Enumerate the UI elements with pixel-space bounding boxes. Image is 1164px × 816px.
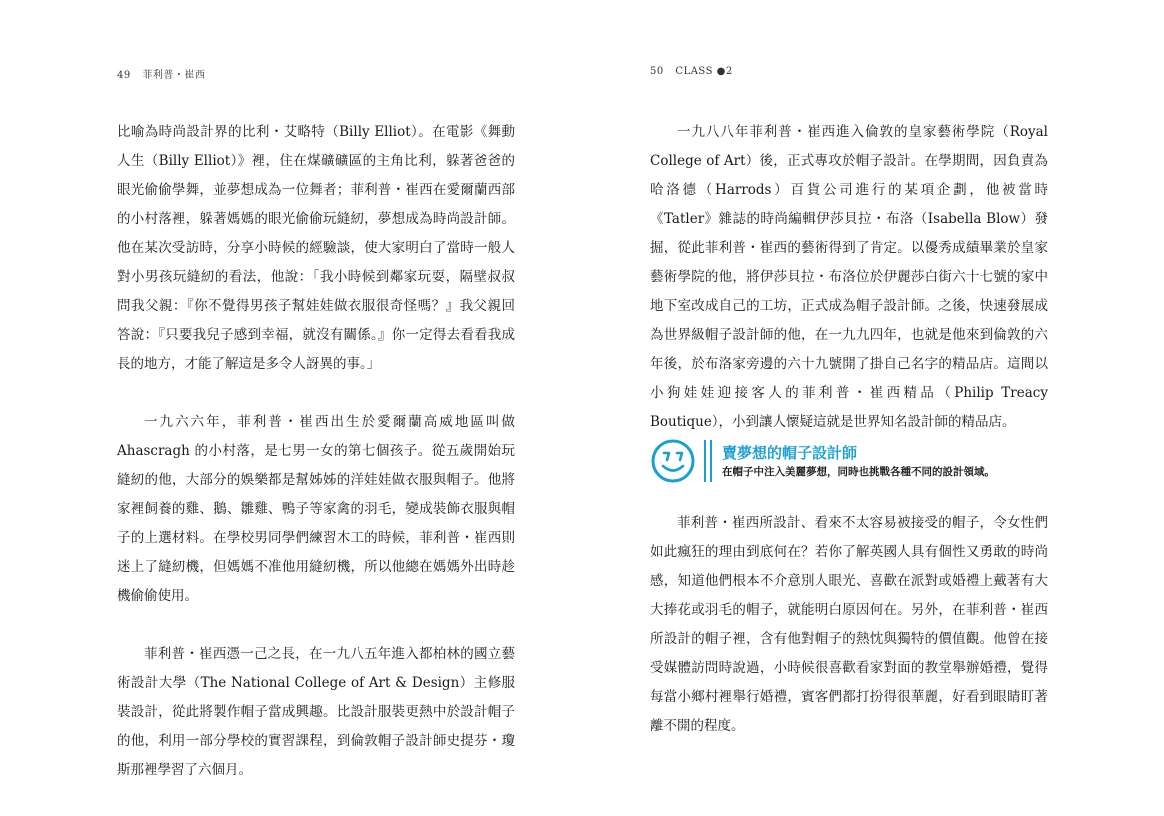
paragraph: 菲利普・崔西所設計、看來不太容易被接受的帽子，令女性們如此瘋狂的理由到底何在？若你了解英國人具有個性又勇敢的時尚感，知道他們根本不介意別人眼光、喜歡在派對或婚禮上戴著有大大捧花或羽毛的帽子，就能明白原因何在。另外，在菲利普・崔西所設計的帽子裡，含有他對帽子的熱忱與獨特的價值觀。他曾在接受媒體訪問時說過，小時候很喜歡看家對面的教堂舉辦婚禮，覺得每當小鄉村裡舉行婚禮，賓客們都打扮得很華麗，好看到眼睛盯著離不開的程度。 [650,515,1048,734]
page-number: 50 [650,66,664,77]
paragraph: 菲利普・崔西憑一己之長，在一九八五年進入都柏林的國立藝術設計大學（The National College of Art & Design）主修服裝設計，從此將製作帽子當成興趣。比設計服裝更熱中於設計帽子的他，利用一部分學校的實習課程，到倫敦帽子設計師史提芬・瓊斯那裡學習了六個月。 [117,646,515,778]
section-subtitle: 在帽子中注入美麗夢想，同時也挑戰各種不同的設計領域。 [722,466,995,478]
paragraph: 一九六六年，菲利普・崔西出生於愛爾蘭高威地區叫做 Ahascragh 的小村落，是七男一女的第七個孩子。從五歲開始玩縫紉的他，大部分的娛樂都是幫姊姊的洋娃娃做衣服與帽子。他將家裡飼養的雞、鵝、雛雞、鴨子等家禽的羽毛，變成裝飾衣服與帽子的上選材料。在學校男同學們練習木工的時候，菲利普・崔西則迷上了縫紉機，但媽媽不准他用縫紉機，所以他總在媽媽外出時趁機偷偷使用。 [117,414,515,604]
paragraph: 一九八八年菲利普・崔西進入倫敦的皇家藝術學院（Royal College of Art）後，正式專攻於帽子設計。在學期間，因負責為哈洛德（Harrods）百貨公司進行的某項企劃，他被當時《Tatler》雜誌的時尚編輯伊莎貝拉・布洛（Isabella Blow）發掘，從此菲利普・崔西的藝術得到了肯定。以優秀成績畢業於皇家藝術學院的他，將伊莎貝拉・布洛位於伊麗莎白街六十七號的家中地下室改成自己的工坊，正式成為帽子設計師。之後，快速發展成為世界級帽子設計師的他，在一九九四年，也就是他來到倫敦的六年後，於布洛家旁邊的六十九號開了掛自己名字的精品店。這間以小狗娃娃迎接客人的菲利普・崔西精品（Philip Treacy Boutique），小到讓人懷疑這就是世界知名設計師的精品店。 [650,124,1048,430]
running-header [117,66,205,81]
body-text [117,118,515,785]
page-number: 49 [117,70,131,81]
accent-bar [704,440,706,482]
header-title: 菲利普・崔西 [142,70,206,81]
header-title: CLASS ●2 [675,66,733,77]
right-page [582,0,1164,816]
body-text [650,118,1048,437]
body-text-lower [650,509,1048,741]
running-header [650,66,733,77]
section-heading [650,438,1050,484]
section-title: 賣夢想的帽子設計師 [722,444,858,462]
smiley-face-icon [650,438,696,484]
accent-bar [710,440,712,482]
paragraph: 比喻為時尚設計界的比利・艾略特（Billy Elliot）。在電影《舞動人生（Billy Elliot）》裡，住在煤礦礦區的主角比利，躲著爸爸的眼光偷偷學舞，並夢想成為一位舞者；菲利普・崔西在愛爾蘭西部的小村落裡，躲著媽媽的眼光偷偷玩縫紉，夢想成為時尚設計師。他在某次受訪時，分享小時候的經驗談，使大家明白了當時一般人對小男孩玩縫紉的看法，他說：「我小時候到鄰家玩耍，隔壁叔叔問我父親：『你不覺得男孩子幫娃娃做衣服很奇怪嗎？』我父親回答說：『只要我兒子感到幸福，就沒有關係。』你一定得去看看我成長的地方，才能了解這是多令人訝異的事。」 [117,124,515,372]
